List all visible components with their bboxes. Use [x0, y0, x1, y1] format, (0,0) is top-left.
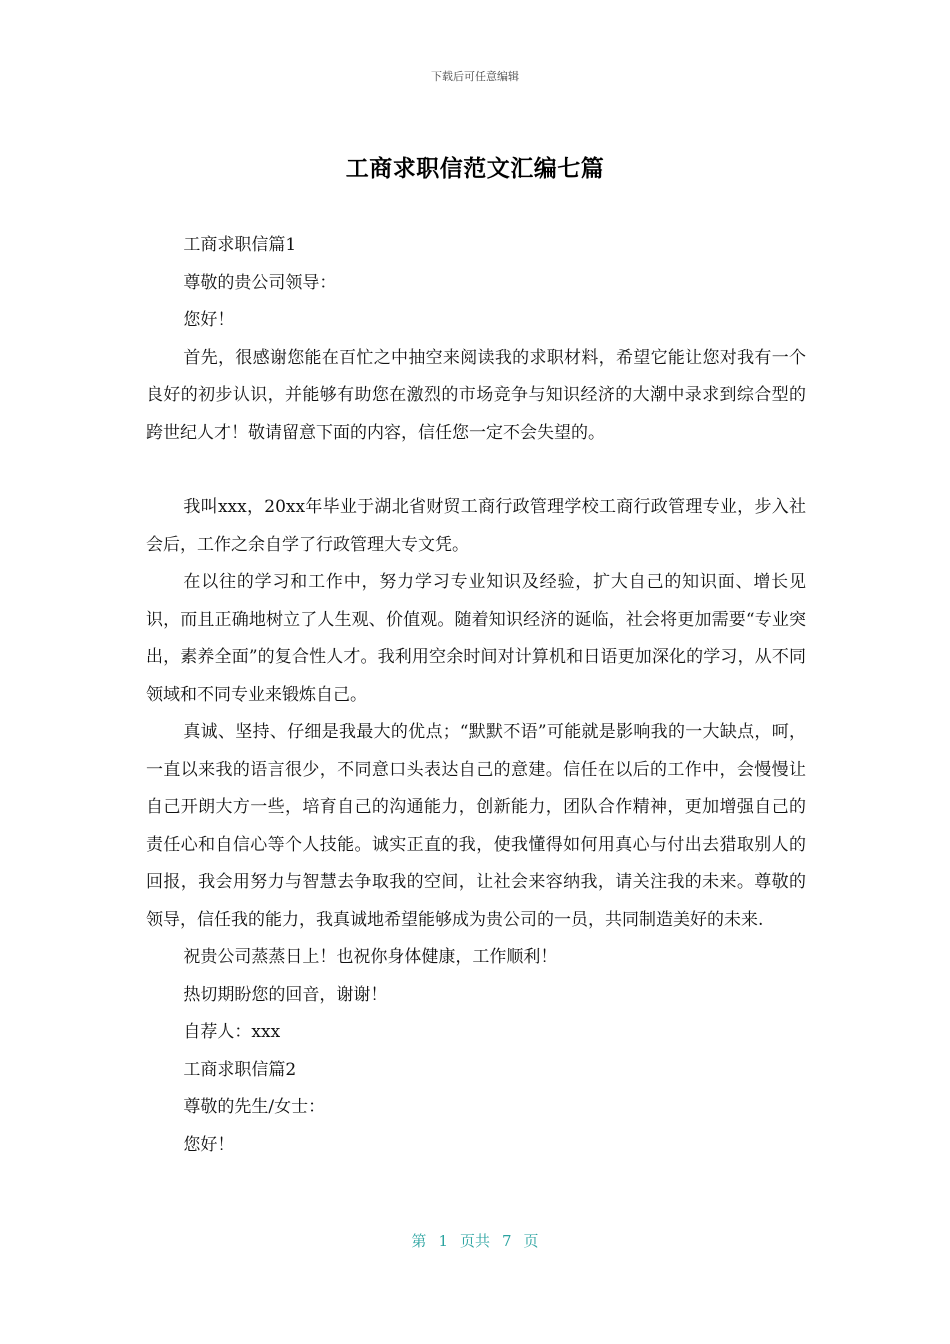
- paragraph-intro: 首先，很感谢您能在百忙之中抽空来阅读我的求职材料，希望它能让您对我有一个良好的初步认识，并能够有助您在激烈的市场竞争与知识经济的大潮中录求到综合型的跨世纪人才！敬请留意下面的内容，信任您一定不会失望的。: [146, 347, 806, 443]
- footer-prefix: 第: [411, 1232, 427, 1250]
- closing-wish: 祝贵公司蒸蒸日上！也祝你身体健康，工作顺利！: [183, 947, 558, 967]
- header-note: 下载后可任意编辑: [431, 70, 519, 83]
- footer-middle: 页共: [459, 1232, 490, 1250]
- paragraph-background: 我叫xxx，20xx年毕业于湖北省财贸工商行政管理学校工商行政管理专业，步入社会后，工作之余自学了行政管理大专文凭。: [146, 497, 806, 555]
- footer-total-pages: 7: [502, 1232, 512, 1250]
- paragraph-study: 在以往的学习和工作中，努力学习专业知识及经验，扩大自己的知识面、增长见识，而且正确地树立了人生观、价值观。随着知识经济的诞临，社会将更加需要“专业突出，素养全面”的复合性人才。我利用空余时间对计算机和日语更加深化的学习，从不同领域和不同专业来锻炼自己。: [146, 572, 806, 705]
- greeting: 您好！: [183, 1134, 235, 1155]
- salutation: 尊敬的先生/女士：: [183, 1097, 326, 1117]
- section-heading: 工商求职信篇2: [183, 1059, 297, 1080]
- section-heading: 工商求职信篇1: [183, 235, 297, 255]
- document-title: 工商求职信范文汇编七篇: [345, 156, 605, 182]
- document-body: [146, 227, 806, 1164]
- closing-thanks: 热切期盼您的回音，谢谢！: [183, 984, 388, 1005]
- paragraph-traits: 真诚、坚持、仔细是我最大的优点；“默默不语”可能就是影响我的一大缺点，呵，一直以来我的语言很少，不同意口头表达自己的意建。信任在以后的工作中，会慢慢让自己开朗大方一些，培育自己的沟通能力，创新能力，团队合作精神，更加增强自己的责任心和自信心等个人技能。诚实正直的我，使我懂得如何用真心与付出去猎取别人的回报，我会用努力与智慧去争取我的空间，让社会来容纳我，请关注我的未来。尊敬的领导，信任我的能力，我真诚地希望能够成为贵公司的一员，共同制造美好的未来.: [146, 722, 806, 930]
- greeting: 您好！: [183, 310, 235, 330]
- signature: 自荐人：xxx: [183, 1022, 281, 1042]
- page-footer: [0, 1230, 950, 1251]
- footer-suffix: 页: [523, 1232, 539, 1250]
- salutation: 尊敬的贵公司领导：: [183, 272, 337, 293]
- footer-page-number: 1: [438, 1232, 448, 1250]
